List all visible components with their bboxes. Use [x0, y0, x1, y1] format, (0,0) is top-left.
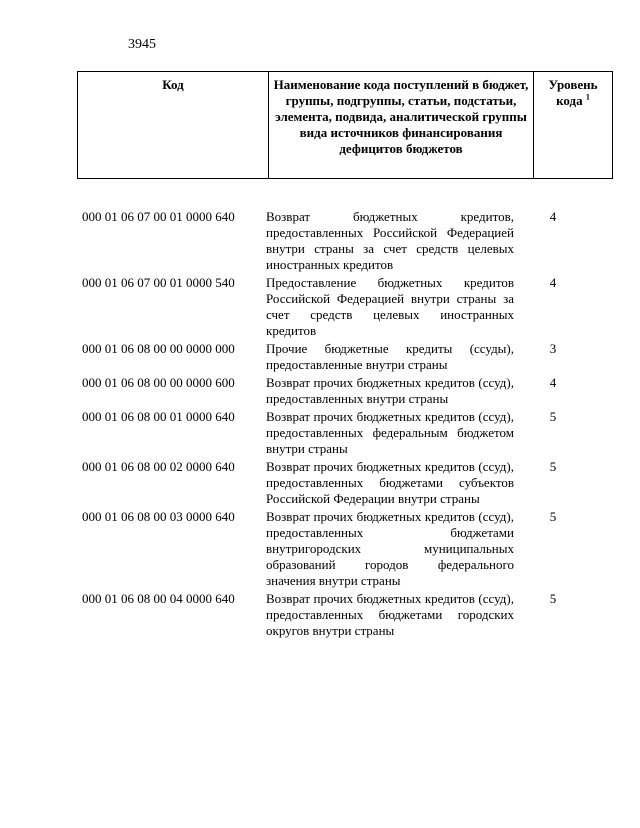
table-row [82, 409, 592, 457]
row-code: 000 01 06 08 00 04 0000 640 [82, 591, 235, 606]
row-code: 000 01 06 07 00 01 0000 540 [82, 275, 235, 290]
row-code: 000 01 06 08 00 03 0000 640 [82, 509, 235, 524]
table-row [82, 459, 592, 507]
row-level: 4 [549, 275, 557, 290]
header-level [534, 72, 613, 179]
table-row [82, 341, 592, 373]
row-name: Возврат прочих бюджетных кредитов (ссуд), предоставленных федеральным бюджетом внутри страны [266, 409, 514, 456]
table-row [82, 209, 592, 273]
row-code: 000 01 06 08 00 02 0000 640 [82, 459, 235, 474]
row-level: 5 [549, 409, 557, 424]
row-name: Возврат прочих бюджетных кредитов (ссуд), предоставленных бюджетами субъектов Российской Федерации внутри страны [266, 459, 514, 506]
table-body [82, 209, 592, 641]
row-code: 000 01 06 08 00 00 0000 600 [82, 375, 235, 390]
row-level: 5 [549, 509, 557, 524]
row-name: Возврат бюджетных кредитов, предоставленных Российской Федерацией внутри страны за счет средств целевых иностранных кредитов [266, 209, 514, 272]
table-row [82, 591, 592, 639]
footnote-marker: 1 [585, 92, 590, 102]
header-code: Код [78, 72, 269, 179]
row-name: Возврат прочих бюджетных кредитов (ссуд), предоставленных внутри страны [266, 375, 514, 406]
row-level: 5 [549, 591, 557, 606]
table-row [82, 275, 592, 339]
row-name: Прочие бюджетные кредиты (ссуды), предоставленные внутри страны [266, 341, 514, 372]
row-name: Предоставление бюджетных кредитов Российской Федерацией внутри страны за счет средств целевых иностранных кредитов [266, 275, 514, 338]
row-code: 000 01 06 07 00 01 0000 640 [82, 209, 235, 224]
row-code: 000 01 06 08 00 01 0000 640 [82, 409, 235, 424]
table-row [82, 375, 592, 407]
header-level-label: Уровень кода [548, 77, 598, 108]
table-row [82, 509, 592, 589]
page-number: 3945 [128, 37, 156, 52]
row-name: Возврат прочих бюджетных кредитов (ссуд), предоставленных бюджетами внутригородских муниципальных образований городов федерального значения внутри страны [266, 509, 514, 588]
row-level: 5 [549, 459, 557, 474]
header-name: Наименование кода поступлений в бюджет, группы, подгруппы, статьи, подстатьи, элемента, подвида, аналитической группы вида источников финансирования дефицитов бюджетов [269, 72, 534, 179]
row-name: Возврат прочих бюджетных кредитов (ссуд), предоставленных бюджетами городских округов внутри страны [266, 591, 514, 638]
row-code: 000 01 06 08 00 00 0000 000 [82, 341, 235, 356]
row-level: 4 [549, 209, 557, 224]
row-level: 4 [549, 375, 557, 390]
row-level: 3 [549, 341, 557, 356]
table-header [77, 71, 613, 179]
